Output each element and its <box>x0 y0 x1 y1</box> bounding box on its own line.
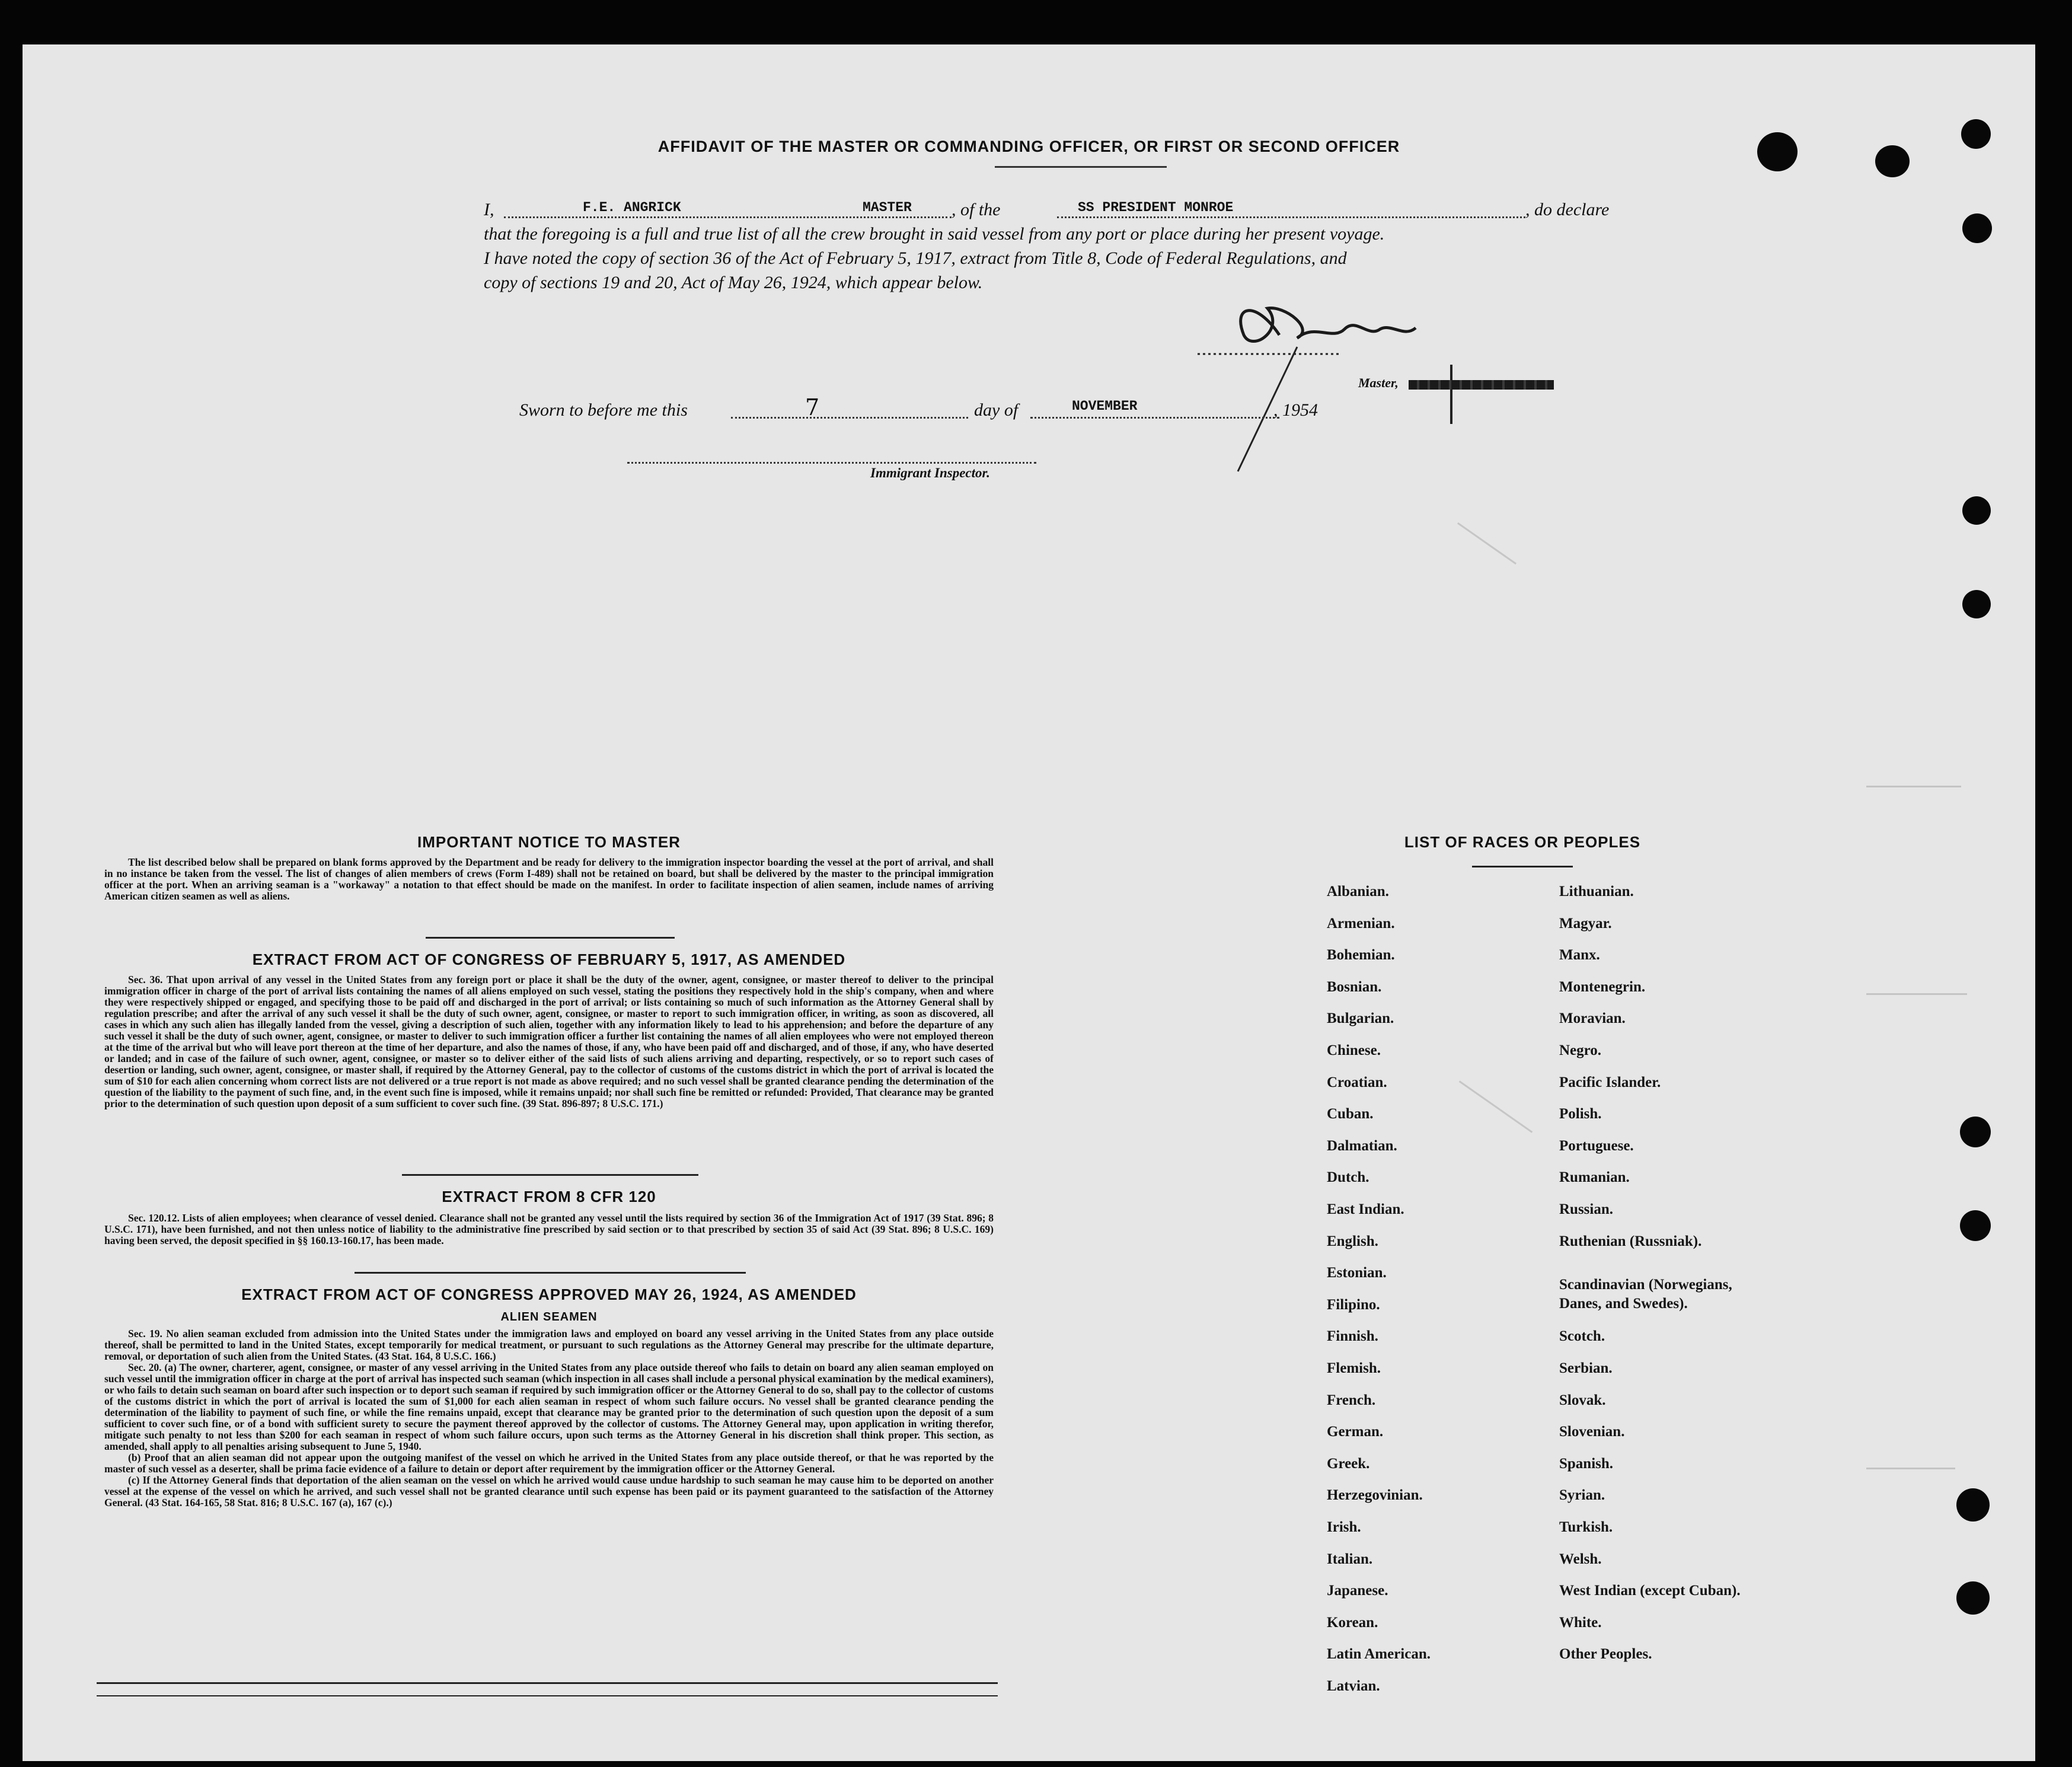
race-item: Scandinavian (Norwegians, Danes, and Swedes). <box>1559 1277 1732 1312</box>
title-underline <box>995 166 1167 168</box>
sworn-day-line <box>731 417 968 419</box>
sworn-text: Sworn to before me this <box>519 400 688 420</box>
sworn-month: NOVEMBER <box>1072 398 1138 414</box>
bleed-through-mark <box>1866 786 1961 787</box>
inspector-signature-line <box>627 462 1036 464</box>
race-item: Estonian. <box>1327 1265 1387 1281</box>
race-item: Serbian. <box>1559 1360 1613 1376</box>
punch-hole <box>1960 1117 1991 1147</box>
race-item: Greek. <box>1327 1455 1370 1472</box>
punch-hole <box>1962 496 1991 525</box>
sworn-year: , 1954 <box>1273 400 1318 420</box>
punch-hole <box>1960 1210 1991 1241</box>
race-item: Pacific Islander. <box>1559 1074 1661 1090</box>
race-item: Russian. <box>1559 1201 1614 1217</box>
officer-name-line <box>504 216 952 218</box>
race-item: Other Peoples. <box>1559 1646 1652 1663</box>
race-item: Dalmatian. <box>1327 1137 1397 1154</box>
race-item: French. <box>1327 1392 1376 1408</box>
race-item: Polish. <box>1559 1106 1602 1122</box>
race-item: Korean. <box>1327 1614 1378 1631</box>
extract-1924-body <box>104 1328 994 1508</box>
race-item: Lithuanian. <box>1559 884 1634 900</box>
declare-text: , do declare <box>1525 200 1610 219</box>
race-item: Syrian. <box>1559 1487 1605 1504</box>
sec-36-text: Sec. 36. That upon arrival of any vessel in the United States from any foreign port or place it shall be the duty of the owner, agent, consignee, or master thereof to deliver to the principal immigration officer in charge of the port of arrival lists containing the names of all aliens employed on such vessel, stating the positions they respectively hold in the ship's company, when and where they were respectively shipped or engaged, and specifying those to be paid off and discharged in the port of arrival; or lists containing so much of such information as the Attorney General shall by regulation prescribe; and after the arrival of any such vessel it shall be the duty of such owner, agent, consignee, or master to report to such immigration officer, in writing, as soon as discovered, all cases in which any such alien has illegally landed from the vessel, giving a description of such alien, together with any information likely to lead to his apprehension; and before the departure of any such vessel it shall be the duty of such owner, agent, consignee, or master to deliver to such immigration officer a further list containing the names of all alien employees who were not employed thereon at the time of the arrival but who will leave port thereon at the time of her departure, and also the names of those, if any, who have been paid off and discharged, and of those, if any, who have deserted or landed; and in case of the failure of such owner, agent, consignee, or master so to deliver either of the said lists of such aliens arriving and departing, respectively, or so to report such cases of desertion or landing, such owner, agent, consignee, or master shall, if required by the Attorney General, pay to the collector of customs of the customs district in which the port of arrival is located the sum of $10 for each alien concerning whom correct lists are not delivered or a true report is not made as above required; and no such vessel shall be granted clearance pending the determination of the question of the liability to the payment of such fine, and, in the event such fine is imposed, while it remains unpaid; nor shall such fine be remitted or refunded: Provided, That clearance may be granted prior to the determination of such question upon deposit of a sum sufficient to cover such fine. (39 Stat. 896-897; 8 U.S.C. 171.) <box>104 974 994 1109</box>
extract-1917-title: EXTRACT FROM ACT OF CONGRESS OF FEBRUARY 5, 1917, AS AMENDED <box>252 951 846 968</box>
affidavit-line-2: that the foregoing is a full and true list of all the crew brought in said vessel from any port or place during her present voyage. <box>484 224 1385 244</box>
race-item: Magyar. <box>1559 915 1612 932</box>
sec-20b-text: (b) Proof that an alien seaman did not appear upon the outgoing manifest of the vessel on which he arrived in the United States from any place outside thereof, or that he was reported by the master of such vessel as a deserter, shall be prima facie evidence of a failure to detain or deport after requirement by the immigration officer or the Attorney General. <box>104 1452 994 1475</box>
race-item: Irish. <box>1327 1519 1361 1535</box>
officer-name: F.E. ANGRICK <box>583 200 681 215</box>
bleed-through-mark <box>1459 1080 1533 1133</box>
race-item: Croatian. <box>1327 1074 1387 1090</box>
race-item: Dutch. <box>1327 1169 1369 1186</box>
race-item: Flemish. <box>1327 1360 1381 1376</box>
race-item: Cuban. <box>1327 1106 1374 1122</box>
race-item: Filipino. <box>1327 1296 1380 1313</box>
race-item: Italian. <box>1327 1551 1373 1567</box>
race-item: Ruthenian (Russniak). <box>1559 1233 1702 1249</box>
extract-1924-title: EXTRACT FROM ACT OF CONGRESS APPROVED MAY 26, 1924, AS AMENDED <box>241 1286 857 1303</box>
race-item: Japanese. <box>1327 1583 1388 1599</box>
race-item: Chinese. <box>1327 1042 1381 1058</box>
race-item: Albanian. <box>1327 884 1389 900</box>
sec-20c-text: (c) If the Attorney General finds that deportation of the alien seaman on the vessel on which he arrived would cause undue hardship to such seaman he may cause him to be deported on another vessel at the expense of the vessel on which he arrived, and such vessel shall not be granted clearance until such expense has been paid or its payment guaranteed to the satisfaction of the Attorney General. (43 Stat. 164-165, 58 Stat. 816; 8 U.S.C. 167 (a), 167 (c).) <box>104 1474 994 1508</box>
race-item: Rumanian. <box>1559 1169 1630 1186</box>
document-page <box>23 44 2035 1761</box>
bleed-through-mark <box>1457 522 1517 564</box>
punch-hole <box>1962 590 1991 618</box>
race-item: Manx. <box>1559 947 1600 964</box>
of-the-text: , of the <box>952 200 1001 219</box>
notice-text: The list described below shall be prepared on blank forms approved by the Department and be ready for delivery to the immigration inspector boarding the vessel at the port of arrival, and shall in no instance be taken from the vessel. The list of changes of alien members of crews (Form I-489) shall not be retained on board, but shall be delivered by the master to the principal immigration officer at the port. When an arriving seaman is a "workaway" a notation to that effect should be made on the manifest. In order to facilitate inspection of alien seamen, include names of arriving American citizen seamen as well as aliens. <box>104 856 994 902</box>
vessel-name-line <box>1057 216 1525 218</box>
punch-hole <box>1956 1488 1990 1522</box>
race-item: White. <box>1559 1614 1602 1631</box>
affidavit-line-4: copy of sections 19 and 20, Act of May 26, 1924, which appear below. <box>484 273 983 292</box>
sec-20a-text: Sec. 20. (a) The owner, charterer, agent, consignee, or master of any vessel arriving in the United States from any place outside thereof who fails to detain on board any alien seaman employed on such vessel until the immigration officer in charge at the port of arrival has inspected such seaman (which inspection in all cases shall include a personal physical examination by the medical examiners), or who fails to detain such seaman on board after such inspection or to deport such seaman if required by such immigration officer or the Attorney General to do so, shall pay to the collector of customs of the customs district in which the port of arrival is located the sum of $1,000 for each alien seaman in respect of whom such failure occurs. No vessel shall be granted clearance pending the determination of the liability to payment of such fine, or while the fine remains unpaid, except that clearance may be granted prior to the determination of such question upon the deposit of a sum sufficient to cover such fine, or of a bond with sufficient surety to secure the payment thereof approved by the collector of customs. The Attorney General may, upon application in writing therefor, mitigate such penalty to not less than $200 for each seaman in respect of whom such failure occurs, upon such terms as the Attorney General in his discretion shall think proper. This section, as amended, shall apply to all penalties arising subsequent to June 5, 1940. <box>104 1361 994 1452</box>
races-title-underline <box>1472 866 1573 867</box>
race-item: Negro. <box>1559 1042 1602 1058</box>
race-item: Slovak. <box>1559 1392 1606 1408</box>
race-item: Latvian. <box>1327 1678 1380 1694</box>
affidavit-title: AFFIDAVIT OF THE MASTER OR COMMANDING OFFICER, OR FIRST OR SECOND OFFICER <box>657 138 1400 155</box>
struck-out-caption <box>1409 380 1554 390</box>
race-item: Bohemian. <box>1327 947 1395 964</box>
officer-rank: MASTER <box>863 200 912 215</box>
race-item: Moravian. <box>1559 1010 1626 1027</box>
race-item: Portuguese. <box>1559 1137 1634 1154</box>
race-item: Bulgarian. <box>1327 1010 1394 1027</box>
race-item: Armenian. <box>1327 915 1395 932</box>
section-divider <box>355 1272 746 1274</box>
alien-seamen-subtitle: ALIEN SEAMEN <box>500 1310 598 1323</box>
section-divider <box>402 1174 698 1176</box>
section-divider <box>426 937 675 939</box>
extract-1917-body <box>104 974 994 1109</box>
race-item: Slovenian. <box>1559 1424 1625 1440</box>
bleed-through-mark <box>1866 1468 1955 1469</box>
master-caption: Master, <box>1358 375 1399 390</box>
extract-cfr-title: EXTRACT FROM 8 CFR 120 <box>442 1188 656 1205</box>
bottom-rule <box>97 1682 998 1684</box>
day-of-text: day of <box>974 400 1019 420</box>
affidavit-line-3: I have noted the copy of section 36 of the Act of February 5, 1917, extract from Title 8, Code of Federal Regulations, and <box>484 248 1347 268</box>
race-item: Bosnian. <box>1327 978 1382 995</box>
extract-cfr-body <box>104 1213 994 1246</box>
race-item: Herzegovinian. <box>1327 1487 1423 1504</box>
sec-19-text: Sec. 19. No alien seaman excluded from admission into the United States under the immigration laws and employed on board any vessel arriving in the United States from any place outside thereof, shall be permitted to land in the United States, except temporarily for medical treatment, or pursuant to such regulations as the Attorney General may prescribe for the ultimate departure, removal, or deportation of such alien from the United States. (43 Stat. 164, 8 U.S.C. 166.) <box>104 1328 994 1362</box>
race-item: Welsh. <box>1559 1551 1602 1567</box>
race-item: Spanish. <box>1559 1455 1614 1472</box>
bleed-through-mark <box>1866 993 1967 995</box>
race-item: German. <box>1327 1424 1384 1440</box>
sworn-month-line <box>1030 417 1279 419</box>
races-title: LIST OF RACES OR PEOPLES <box>1404 833 1641 851</box>
affidavit-i: I, <box>484 200 494 219</box>
race-item: East Indian. <box>1327 1201 1404 1217</box>
sworn-day: 7 <box>805 394 820 420</box>
punch-hole <box>1962 213 1992 243</box>
race-item: English. <box>1327 1233 1378 1249</box>
race-item: Scotch. <box>1559 1328 1605 1345</box>
race-item: Finnish. <box>1327 1328 1378 1345</box>
sec-120-12-text: Sec. 120.12. Lists of alien employees; when clearance of vessel denied. Clearance shall not be granted any vessel until the lists required by section 36 of the Immigration Act of 1917 (39 Stat. 896; 8 U.S.C. 171), have been furnished, and not then unless notice of liability to the administrative fine prescribed by said section or to that prescribed by section 35 of said Act (39 Stat. 896; 8 U.S.C. 169) having been served, the deposit specified in §§ 160.13-160.17, has been made. <box>104 1212 994 1246</box>
punch-hole <box>1956 1581 1990 1615</box>
vessel-name: SS PRESIDENT MONROE <box>1078 200 1234 215</box>
bottom-rule <box>97 1695 998 1696</box>
race-item: Montenegrin. <box>1559 978 1646 995</box>
notice-title: IMPORTANT NOTICE TO MASTER <box>417 833 681 851</box>
race-item: Latin American. <box>1327 1646 1431 1663</box>
notice-body <box>104 857 994 902</box>
race-item: Turkish. <box>1559 1519 1613 1535</box>
race-item: West Indian (except Cuban). <box>1559 1583 1741 1599</box>
inspector-caption: Immigrant Inspector. <box>870 465 990 480</box>
